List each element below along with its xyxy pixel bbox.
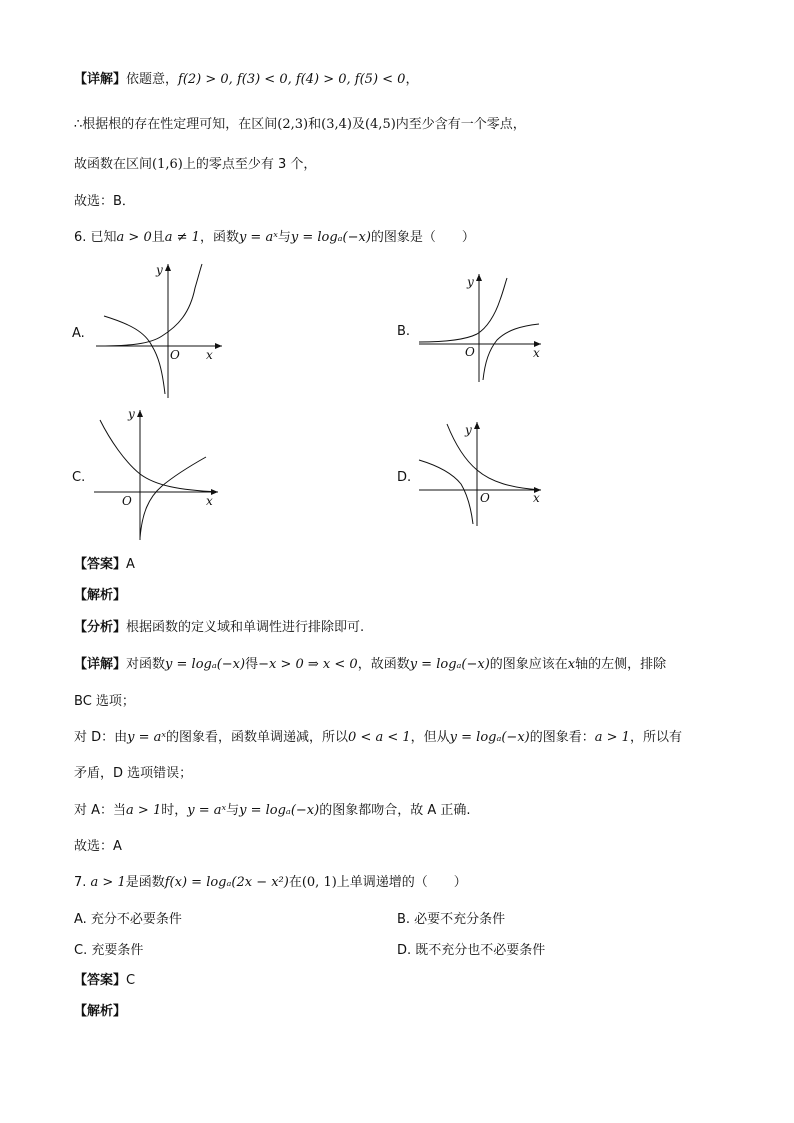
math: (3,4) <box>321 117 352 132</box>
answer-choice-line: 故选：B． <box>74 194 135 209</box>
math: f(x) = logₐ(2x − x²) <box>164 875 289 890</box>
y-axis-label: y <box>467 275 474 289</box>
math: (4,5) <box>364 117 396 132</box>
math: y = aˣ <box>238 230 278 245</box>
option-b-label: B. <box>397 324 411 339</box>
detail-line-3: 故函数在区间(1,6)上的零点至少有 3 个， <box>74 157 317 172</box>
math: y = aˣ <box>187 803 227 818</box>
graph-d <box>415 418 555 528</box>
math: y = logₐ(−x) <box>165 657 246 672</box>
detail-line-d2: BC 选项； <box>74 694 135 709</box>
origin-label: O <box>170 348 180 362</box>
math: y = logₐ(−x) <box>290 230 371 245</box>
analysis-heading-1: 【解析】 <box>74 588 127 603</box>
graph-b <box>415 270 555 385</box>
math: −x > 0 ⇒ x < 0 <box>258 657 358 672</box>
math: 0 < a < 1 <box>348 730 411 745</box>
option-d-label: D. <box>397 470 412 485</box>
y-axis-label: y <box>128 407 135 421</box>
q7-option-a: A. 充分不必要条件 <box>74 912 182 927</box>
math: a > 0 <box>116 230 152 245</box>
math: a > 1 <box>90 875 126 890</box>
y-axis-label: y <box>465 423 472 437</box>
q7-option-d: D. 既不充分也不必要条件 <box>397 943 546 958</box>
origin-label: O <box>465 345 475 359</box>
math: y = logₐ(−x) <box>449 730 530 745</box>
detail-tag: 【详解】 <box>74 72 127 87</box>
math: (1,6) <box>152 157 183 172</box>
x-axis-label: x <box>533 491 540 505</box>
detail-tag: 【详解】 <box>74 657 127 672</box>
math: y = aˣ <box>127 730 167 745</box>
origin-label: O <box>480 491 490 505</box>
detail-line-d6: 故选：A <box>74 839 122 854</box>
y-axis-label: y <box>156 263 163 277</box>
answer-line-2: 【答案】C <box>74 973 136 988</box>
graph-c <box>90 402 230 542</box>
answer-line-1: 【答案】A <box>74 557 135 572</box>
x-axis-label: x <box>206 348 213 362</box>
question-7: 7. a > 1是函数f(x) = logₐ(2x − x²)在(0, 1)上单调递增的（ ） <box>74 875 467 890</box>
x-axis-label: x <box>206 494 213 508</box>
detail-line-d3: 对 D：由y = aˣ的图象看，函数单调递减，所以0 < a < 1，但从y = logₐ(−x)的图象看：a > 1，所以有 <box>74 730 682 745</box>
detail-line-d4: 矛盾，D 选项错误； <box>74 766 193 781</box>
answer-tag: 【答案】 <box>74 557 127 572</box>
q7-option-b: B. 必要不充分条件 <box>397 912 506 927</box>
math: a ≠ 1 <box>164 230 200 245</box>
math: a > 1 <box>594 730 630 745</box>
x-axis-label: x <box>533 346 540 360</box>
math: a > 1 <box>126 803 162 818</box>
graph-a <box>90 258 230 403</box>
detail-line-d5: 对 A：当a > 1时，y = aˣ与y = logₐ(−x)的图象都吻合，故 A 正确. <box>74 803 471 818</box>
analysis-line: 【分析】根据函数的定义域和单调性进行排除即可. <box>74 620 365 635</box>
detail-line-1: 【详解】依题意，f(2) > 0, f(3) < 0, f(4) > 0, f(5) < 0， <box>74 72 419 87</box>
math: x <box>567 657 576 672</box>
option-a-label: A. <box>72 326 85 341</box>
answer-tag: 【答案】 <box>74 973 127 988</box>
analysis-heading-2: 【解析】 <box>74 1004 127 1019</box>
q7-option-c: C. 充要条件 <box>74 943 144 958</box>
math: (2,3) <box>277 117 309 132</box>
math: y = logₐ(−x) <box>409 657 490 672</box>
origin-label: O <box>122 494 132 508</box>
question-6: 6. 已知a > 0且a ≠ 1，函数y = aˣ与y = logₐ(−x)的图象是（ ） <box>74 230 475 245</box>
option-c-label: C. <box>72 470 86 485</box>
math: y = logₐ(−x) <box>239 803 320 818</box>
math: (0, 1) <box>301 875 337 890</box>
analysis-tag: 【分析】 <box>74 620 127 635</box>
math: f(2) > 0, f(3) < 0, f(4) > 0, f(5) < 0 <box>178 72 406 87</box>
detail-line-d1: 【详解】对函数y = logₐ(−x)得−x > 0 ⇒ x < 0，故函数y = logₐ(−x)的图象应该在x轴的左侧，排除 <box>74 657 667 672</box>
detail-line-2: ∴根据根的存在性定理可知，在区间(2,3)和(3,4)及(4,5)内至少含有一个零点， <box>74 117 526 132</box>
